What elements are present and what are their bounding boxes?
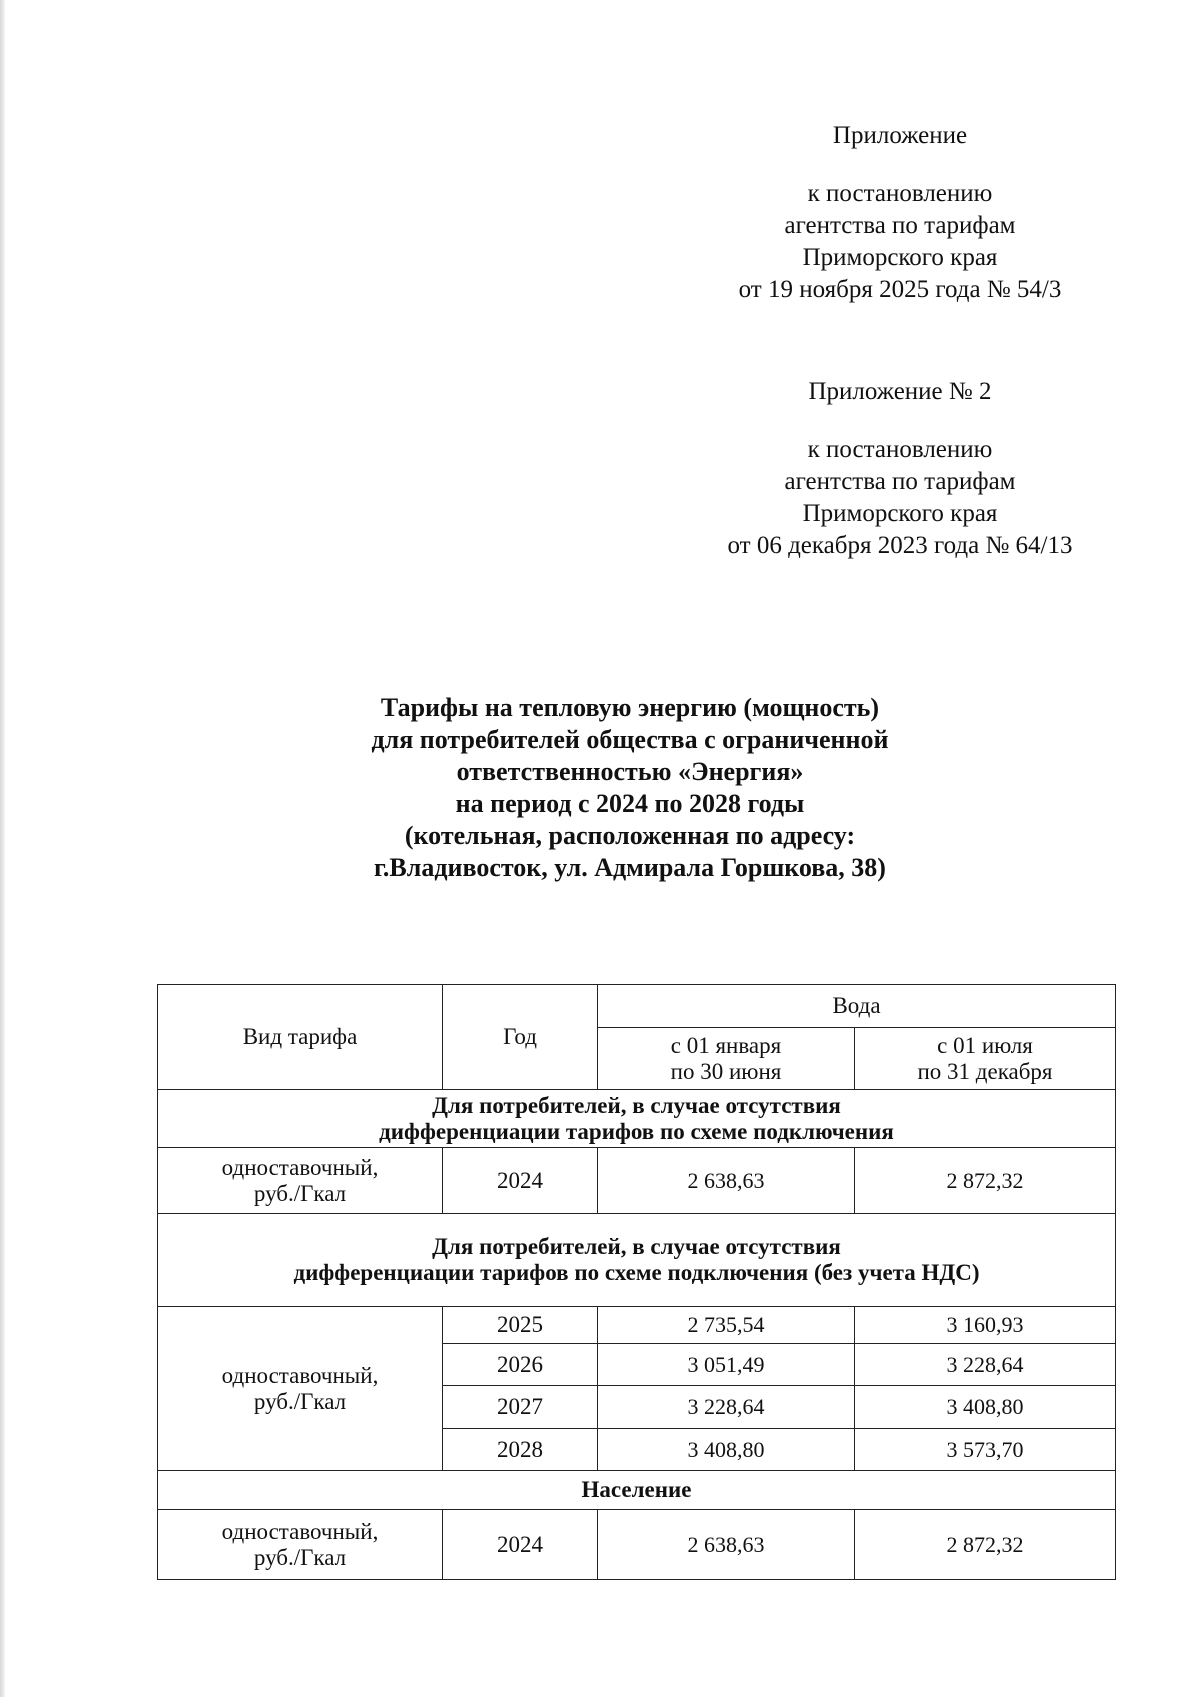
tariff-value-cell: 3 228,64 <box>598 1386 855 1429</box>
year-cell: 2027 <box>443 1386 598 1429</box>
year-cell: 2028 <box>443 1429 598 1471</box>
table-row <box>158 1510 1116 1580</box>
title-line: на период с 2024 по 2028 годы <box>455 789 805 818</box>
tariff-value-cell: 3 160,93 <box>855 1307 1116 1344</box>
header-period-second-half: с 01 июля по 31 декабря <box>855 1028 1116 1090</box>
scan-edge <box>0 0 5 1697</box>
section-heading-population: Население <box>158 1471 1116 1510</box>
appendix-heading: Приложение № 2 <box>808 378 992 405</box>
appendix-line: агентства по тарифам <box>784 468 1016 495</box>
title-line: Тарифы на тепловую энергию (мощность) <box>380 693 880 722</box>
appendix-line: Приморского края <box>802 244 998 271</box>
appendix-line: агентства по тарифам <box>784 212 1016 239</box>
year-cell: 2024 <box>443 1148 598 1214</box>
title-line: ответственностью «Энергия» <box>456 757 804 786</box>
document-title <box>190 692 1070 884</box>
year-cell: 2025 <box>443 1307 598 1344</box>
appendix-heading: Приложение <box>832 122 968 149</box>
tariff-type-cell: одноставочный, руб./Гкал <box>158 1148 443 1214</box>
tariff-value-cell: 3 573,70 <box>855 1429 1116 1471</box>
section-heading: Для потребителей, в случае отсутствия дифференциации тарифов по схеме подключения <box>158 1090 1116 1148</box>
header-tariff-type: Вид тарифа <box>158 985 443 1090</box>
tariff-value-cell: 2 638,63 <box>598 1510 855 1580</box>
section-heading: Для потребителей, в случае отсутствия дифференциации тарифов по схеме подключения (без учета НДС) <box>158 1214 1116 1307</box>
tariff-value-cell: 3 408,80 <box>855 1386 1116 1429</box>
appendix-line: к постановлению <box>807 180 993 207</box>
title-line: (котельная, расположенная по адресу: <box>404 821 856 850</box>
table-row <box>158 1148 1116 1214</box>
tariff-value-cell: 3 228,64 <box>855 1344 1116 1386</box>
tariff-value-cell: 3 051,49 <box>598 1344 855 1386</box>
appendix-block-current <box>660 120 1140 306</box>
appendix-block-original <box>660 376 1140 562</box>
tariff-type-cell: одноставочный, руб./Гкал <box>158 1307 443 1471</box>
header-water: Вода <box>598 985 1116 1028</box>
appendix-line: Приморского края <box>802 500 998 527</box>
year-cell: 2024 <box>443 1510 598 1580</box>
title-line: для потребителей общества с ограниченной <box>371 725 889 754</box>
table-row <box>158 1307 1116 1344</box>
tariff-value-cell: 3 408,80 <box>598 1429 855 1471</box>
appendix-line: к постановлению <box>807 436 993 463</box>
tariff-value-cell: 2 638,63 <box>598 1148 855 1214</box>
title-line: г.Владивосток, ул. Адмирала Горшкова, 38) <box>374 853 886 882</box>
year-cell: 2026 <box>443 1344 598 1386</box>
tariff-value-cell: 2 735,54 <box>598 1307 855 1344</box>
tariff-value-cell: 2 872,32 <box>855 1148 1116 1214</box>
appendix-date: от 06 декабря 2023 года № 64/13 <box>727 532 1073 559</box>
tariff-type-cell: одноставочный, руб./Гкал <box>158 1510 443 1580</box>
header-period-first-half: с 01 января по 30 июня <box>598 1028 855 1090</box>
tariff-table <box>157 984 1116 1580</box>
tariff-value-cell: 2 872,32 <box>855 1510 1116 1580</box>
header-year: Год <box>443 985 598 1090</box>
appendix-date: от 19 ноября 2025 года № 54/3 <box>738 276 1062 303</box>
